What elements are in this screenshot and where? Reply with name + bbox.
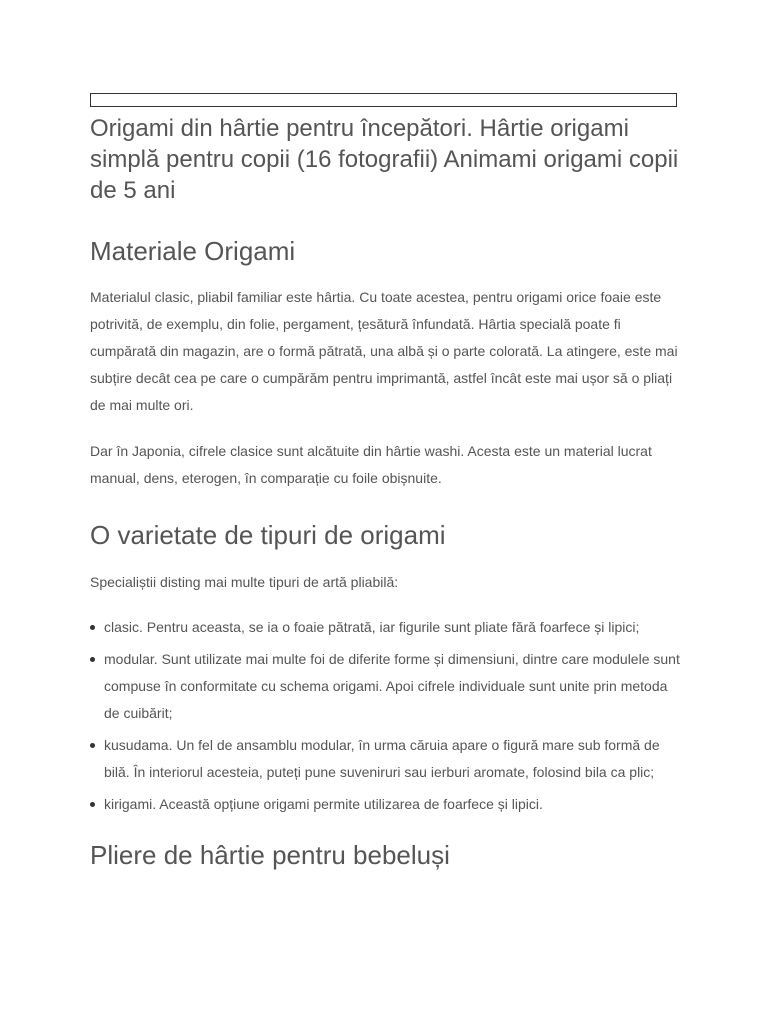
list-item-text: kusudama. Un fel de ansamblu modular, în urma căruia apare o figură mare sub formă de bilă. În interiorul acesteia, puteți pune suveniruri sau ierburi aromate, folosind bila ca plic; [104,737,660,780]
bullet-icon [90,802,95,807]
paragraph-materiale-2: Dar în Japonia, cifrele clasice sunt alcătuite din hârtie washi. Acesta este un material lucrat manual, dens, eterogen, în comparație cu foile obișnuite. [90,443,652,486]
tipuri-list [90,614,680,818]
list-item [104,791,680,818]
document-page [90,93,680,871]
paragraph-materiale-1: Materialul clasic, pliabil familiar este hârtia. Cu toate acestea, pentru origami orice foaie este potrivită, de exemplu, din folie, pergament, țesătură înfundată. Hârtia specială poate fi cumpărată din magazin, are o formă pătrată, una albă și o parte colorată. La atingere, este mai subțire decât cea pe care o cumpărăm pentru imprimantă, astfel încât este mai ușor să o pliați de mai multe ori. [90,289,678,413]
section-heading-tipuri: O varietate de tipuri de origami [90,520,446,550]
list-item-text: kirigami. Această opțiune origami permite utilizarea de foarfece și lipici. [104,796,543,812]
section-heading-bebelusi: Pliere de hârtie pentru bebeluși [90,840,450,870]
list-item [104,646,680,727]
paragraph-tipuri-intro: Specialiștii disting mai multe tipuri de artă pliabilă: [90,574,399,590]
section-heading-materiale: Materiale Origami [90,236,296,266]
empty-box [90,93,677,107]
bullet-icon [90,625,95,630]
page-title: Origami din hârtie pentru începători. Hârtie origami simplă pentru copii (16 fotografii) Animami origami copii de 5 ani [90,115,679,204]
list-item-text: modular. Sunt utilizate mai multe foi de diferite forme și dimensiuni, dintre care modulele sunt compuse în conformitate cu schema origami. Apoi cifrele individuale sunt unite prin metoda de cuibărit; [104,651,680,721]
list-item [104,614,680,641]
list-item-text: clasic. Pentru aceasta, se ia o foaie pătrată, iar figurile sunt pliate fără foarfece și lipici; [104,619,640,635]
bullet-icon [90,743,95,748]
bullet-icon [90,657,95,662]
list-item [104,732,680,786]
